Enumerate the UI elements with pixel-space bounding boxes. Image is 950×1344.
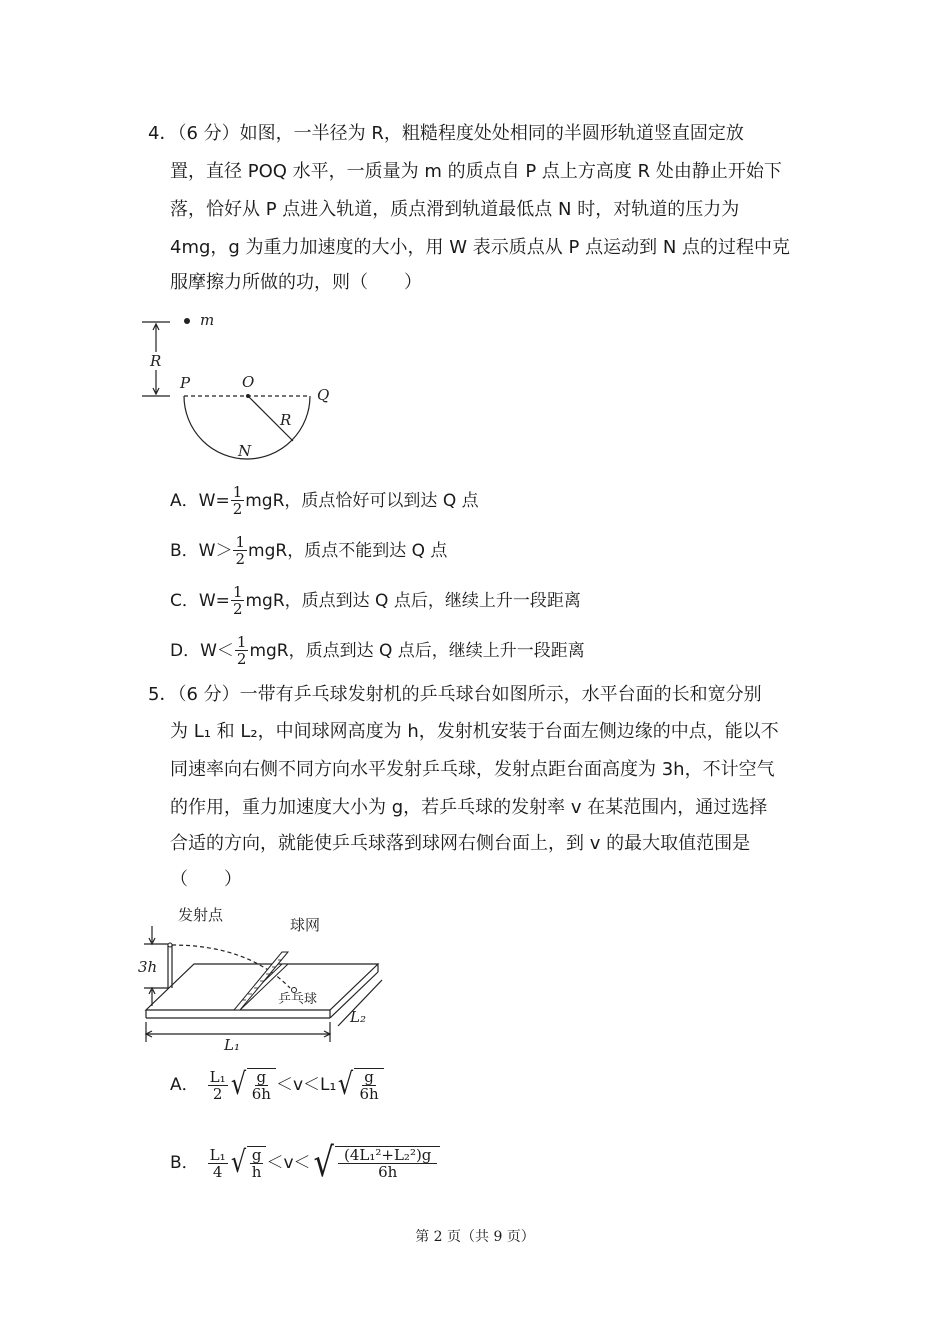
sqrt: √ $\frac{\text{(4L₁²+L₂²)g}}{6h}$: [311, 1146, 441, 1180]
point-q-label: Q: [317, 386, 330, 404]
height-3h-label: 3h: [138, 958, 158, 976]
option-pre: W=: [198, 490, 230, 511]
ball-label: 乒乓球: [278, 992, 318, 1007]
q4-option-b[interactable]: [170, 534, 447, 567]
q4-line: 置，直径 POQ 水平，一质量为 m 的质点自 P 点上方高度 R 处由静止开始下: [170, 161, 782, 182]
q5-line: 5．（6 分）一带有乒乓球发射机的乒乓球台如图所示，水平台面的长和宽分别: [148, 684, 762, 705]
option-mid: ＜v＜: [266, 1153, 311, 1173]
q4-option-a[interactable]: [170, 484, 479, 517]
sqrt: √ $\frac{g}{6h}$: [336, 1068, 383, 1102]
point-o-label: O: [242, 373, 255, 391]
fraction: $\frac{\text{L₁}}{2}$: [209, 1067, 226, 1103]
q5-line: 的作用，重力加速度大小为 g，若乒乓球的发射率 v 在某范围内，通过选择: [170, 797, 768, 818]
q5-line: 合适的方向，就能使乒乓球落到球网右侧台面上，到 v 的最大取值范围是: [170, 833, 751, 854]
option-letter: B．: [170, 1153, 199, 1173]
option-letter: B．: [170, 540, 199, 561]
q4-line: 4mg，g 为重力加速度的大小，用 W 表示质点从 P 点运动到 N 点的过程中克: [170, 237, 791, 258]
sqrt: √ $\frac{g}{h}$: [229, 1146, 267, 1180]
option-pre: W＞: [198, 540, 233, 561]
ping-pong-table-figure: [138, 900, 388, 1052]
launch-point-label: 发射点: [178, 906, 224, 924]
q4-line: 落，恰好从 P 点进入轨道，质点滑到轨道最低点 N 时，对轨道的压力为: [170, 199, 740, 220]
net-label: 球网: [290, 916, 321, 934]
q4-option-d[interactable]: [170, 634, 585, 667]
point-p-label: P: [180, 374, 191, 392]
option-text: mgR，质点到达 Q 点后，继续上升一段距离: [249, 640, 585, 661]
option-text: mgR，质点到达 Q 点后，继续上升一段距离: [245, 590, 581, 611]
option-text: mgR，质点恰好可以到达 Q 点: [245, 490, 479, 511]
option-mid: ＜v＜L₁: [275, 1075, 337, 1095]
option-letter: C．: [170, 590, 199, 611]
q4-line: 服摩擦力所做的功，则（ ）: [170, 272, 422, 293]
mass-label: m: [200, 311, 215, 329]
fraction: $\frac{1}{2}$: [235, 533, 246, 568]
semicircle-track-figure: [138, 308, 348, 468]
q4-line: 4．（6 分）如图，一半径为 R，粗糙程度处处相同的半圆形轨道竖直固定放: [148, 123, 744, 144]
q5-option-b[interactable]: [170, 1138, 440, 1188]
option-letter: A．: [170, 1075, 199, 1095]
width-l2-label: L₂: [350, 1008, 366, 1026]
fraction: $\frac{\text{L₁}}{4}$: [209, 1145, 226, 1181]
q5-line: 为 L₁ 和 L₂，中间球网高度为 h，发射机安装于台面左侧边缘的中点，能以不: [170, 721, 779, 742]
sqrt: √ $\frac{g}{6h}$: [229, 1068, 276, 1102]
fraction: $\frac{1}{2}$: [236, 633, 247, 668]
q5-line: 同速率向右侧不同方向水平发射乒乓球，发射点距台面高度为 3h，不计空气: [170, 759, 775, 780]
option-text: mgR，质点不能到达 Q 点: [248, 540, 448, 561]
option-letter: D．: [170, 640, 201, 661]
q5-option-a[interactable]: [170, 1062, 384, 1108]
q5-line: （ ）: [170, 869, 242, 890]
point-n-label: N: [238, 442, 252, 460]
radius-label: R: [280, 411, 292, 429]
page-footer: 第 2 页（共 9 页）: [415, 1229, 535, 1245]
option-pre: W＜: [200, 640, 234, 661]
option-letter: A．: [170, 490, 199, 511]
fraction: $\frac{1}{2}$: [232, 583, 243, 618]
fraction: $\frac{1}{2}$: [232, 483, 243, 518]
q4-option-c[interactable]: [170, 584, 581, 617]
length-l1-label: L₁: [224, 1036, 240, 1052]
height-label: R: [150, 352, 162, 370]
option-pre: W=: [198, 590, 230, 611]
